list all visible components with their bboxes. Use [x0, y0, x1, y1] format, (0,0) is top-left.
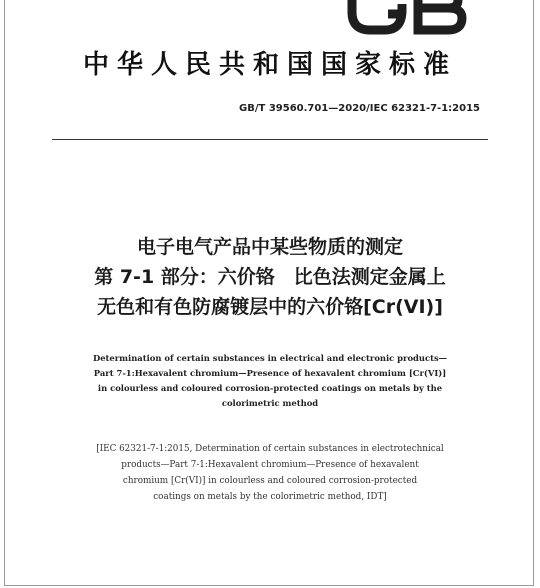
iec-reference-line-1: [IEC 62321-7-1:2015, Determination of certain substances in electrotechnical	[96, 444, 444, 454]
chinese-title-line-3: 无色和有色防腐镀层中的六价铬[Cr(VI)]	[97, 296, 443, 318]
english-title-line-2: Part 7-1:Hexavalent chromium—Presence of hexavalent chromium [Cr(VI)]	[93, 368, 447, 378]
iec-reference	[30, 441, 510, 505]
iec-reference-line-4: coatings on metals by the colorimetric method, IDT]	[153, 492, 387, 502]
english-title-line-4: colorimetric method	[221, 398, 319, 408]
chinese-title	[0, 232, 540, 322]
english-title-line-1: Determination of certain substances in electrical and electronic products—	[92, 353, 448, 363]
english-title-line-3: in colourless and coloured corrosion-protected coatings on metals by the	[97, 383, 443, 393]
iec-reference-line-3: chromium [Cr(VI)] in colourless and coloured corrosion-protected	[122, 476, 418, 486]
chinese-title-line-1: 电子电气产品中某些物质的测定	[136, 236, 403, 258]
national-standard-heading: 中华人民共和国国家标准	[82, 50, 457, 80]
standard-number: GB/T 39560.701—2020/IEC 62321-7-1:2015	[239, 103, 480, 114]
gb-logo-text: GB	[0, 0, 2, 1]
header-divider	[52, 139, 488, 140]
chinese-title-line-2: 第 7-1 部分：六价铬 比色法测定金属上	[94, 266, 446, 288]
iec-reference-line-2: products—Part 7-1:Hexavalent chromium—Presence of hexavalent	[121, 460, 419, 470]
english-title	[40, 351, 500, 411]
gb-logo	[0, 0, 540, 44]
